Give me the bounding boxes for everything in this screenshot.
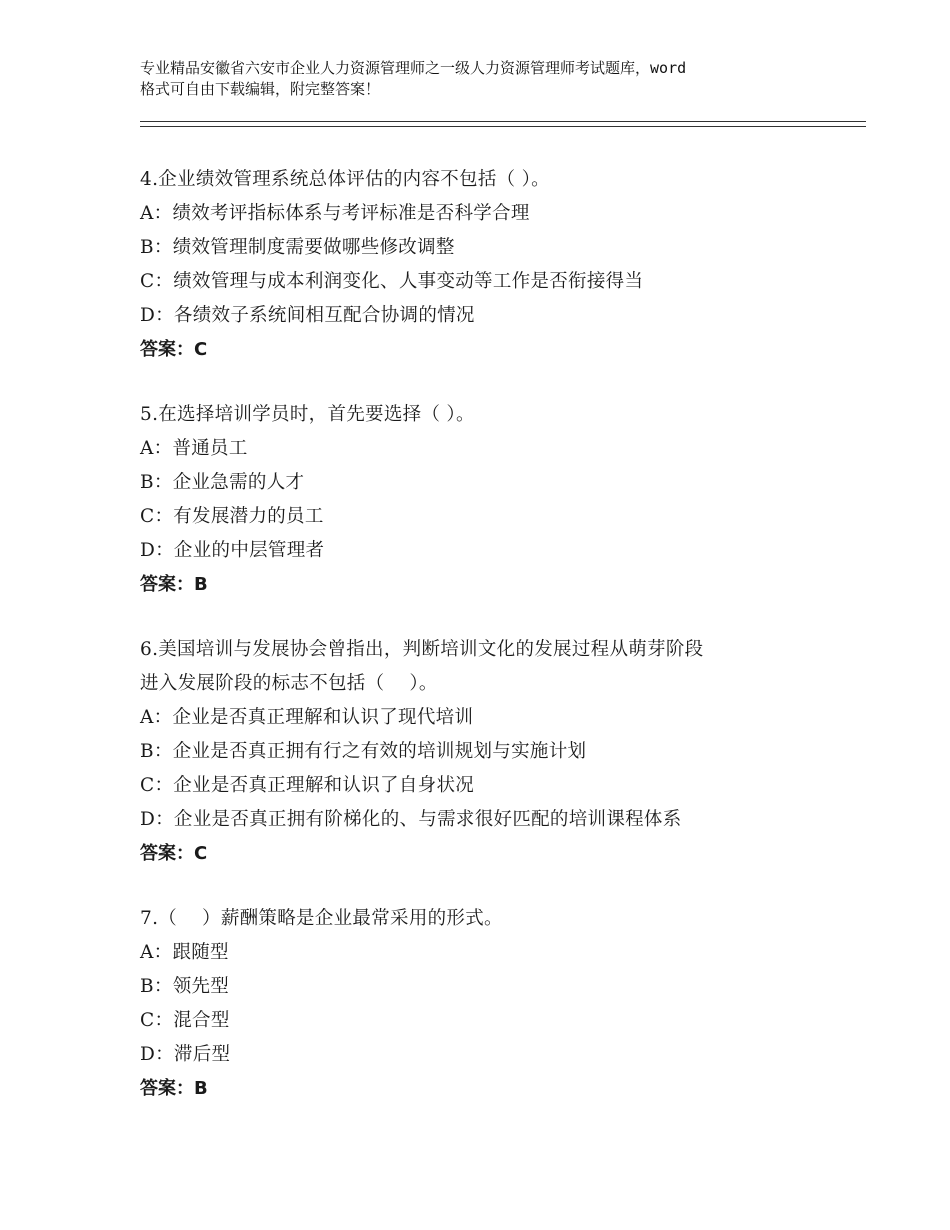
answer-label: 答案： — [140, 339, 194, 360]
option-a: A：跟随型 — [140, 942, 229, 963]
option-b: B：领先型 — [140, 976, 230, 997]
option-c: C：有发展潜力的员工 — [140, 506, 324, 527]
option-b: B：绩效管理制度需要做哪些修改调整 — [140, 237, 455, 258]
header-divider — [140, 121, 866, 127]
answer-label: 答案： — [140, 1078, 194, 1099]
answer-value: B — [194, 1078, 208, 1099]
header-title-line-2: 格式可自由下载编辑，附完整答案！ — [140, 80, 381, 98]
option-a: A：企业是否真正理解和认识了现代培训 — [140, 707, 474, 728]
answer-value: C — [194, 843, 208, 864]
option-a: A：绩效考评指标体系与考评标准是否科学合理 — [140, 203, 530, 224]
answer — [140, 568, 840, 602]
question-4 — [140, 163, 840, 367]
option-d: D：企业的中层管理者 — [140, 540, 325, 561]
question-5 — [140, 398, 840, 602]
question-stem-line-2: 进入发展阶段的标志不包括（ ）。 — [140, 673, 438, 694]
answer — [140, 837, 840, 871]
option-a: A：普通员工 — [140, 438, 248, 459]
answer-label: 答案： — [140, 574, 194, 595]
question-stem: 5.在选择培训学员时，首先要选择（ ）。 — [140, 404, 475, 425]
header-title-line-1: 专业精品安徽省六安市企业人力资源管理师之一级人力资源管理师考试题库，word — [140, 59, 687, 77]
question-stem: 7.（ ）薪酬策略是企业最常采用的形式。 — [140, 908, 503, 929]
question-list — [140, 163, 840, 1137]
answer-value: C — [194, 339, 208, 360]
answer-label: 答案： — [140, 843, 194, 864]
answer — [140, 1072, 840, 1106]
option-d: D：各绩效子系统间相互配合协调的情况 — [140, 305, 475, 326]
question-stem: 4.企业绩效管理系统总体评估的内容不包括（ ）。 — [140, 169, 550, 190]
option-c: C：混合型 — [140, 1010, 230, 1031]
option-c: C：企业是否真正理解和认识了自身状况 — [140, 775, 475, 796]
question-6 — [140, 633, 840, 871]
question-7 — [140, 902, 840, 1106]
answer — [140, 333, 840, 367]
option-d: D：企业是否真正拥有阶梯化的、与需求很好匹配的培训课程体系 — [140, 809, 682, 830]
option-d: D：滞后型 — [140, 1044, 231, 1065]
question-stem-line-1: 6.美国培训与发展协会曾指出，判断培训文化的发展过程从萌芽阶段 — [140, 639, 704, 660]
option-b: B：企业急需的人才 — [140, 472, 305, 493]
option-b: B：企业是否真正拥有行之有效的培训规划与实施计划 — [140, 741, 587, 762]
option-c: C：绩效管理与成本利润变化、人事变动等工作是否衔接得当 — [140, 271, 644, 292]
document-header — [140, 58, 840, 100]
answer-value: B — [194, 574, 208, 595]
